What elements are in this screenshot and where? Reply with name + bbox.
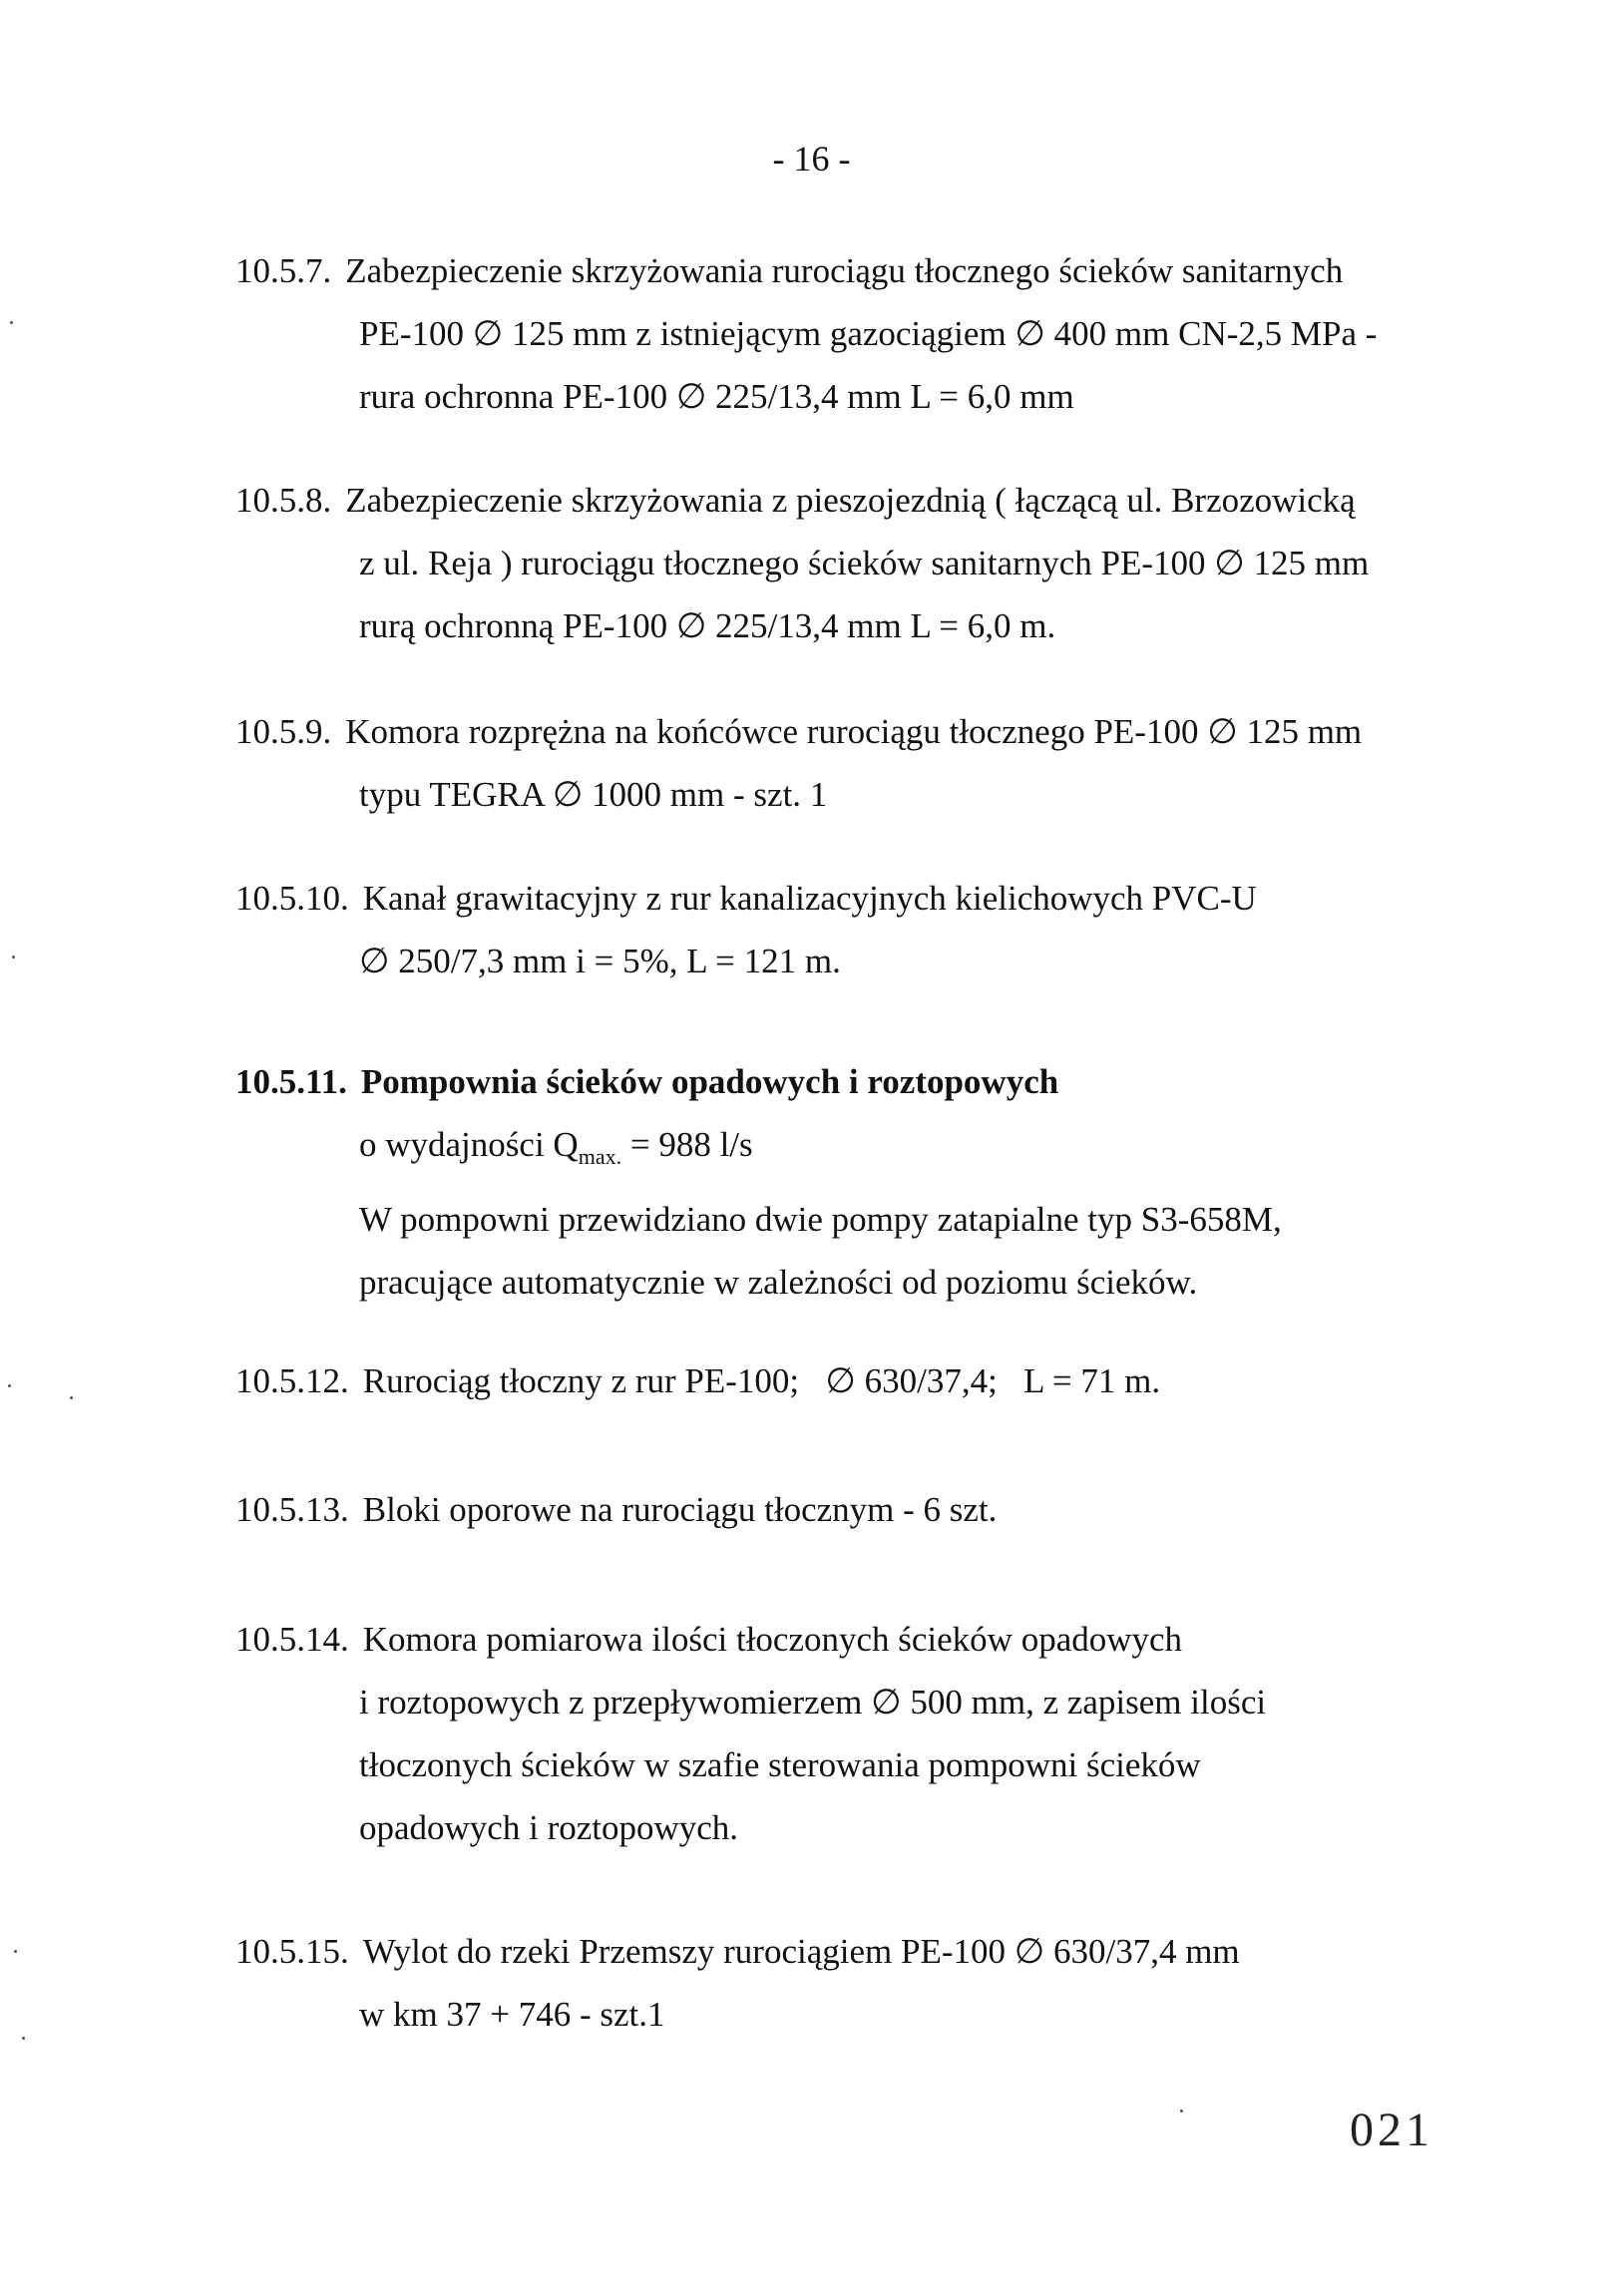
- section-text: Komora rozprężna na końcówce rurociągu tłocznego PE-100 ∅ 125 mm: [345, 712, 1363, 751]
- section-text: Bloki oporowe na rurociągu tłocznym - 6 szt.: [362, 1490, 998, 1529]
- section-number: 10.5.11.: [235, 1062, 347, 1101]
- section-line: ∅ 250/7,3 mm i = 5%, L = 121 m.: [359, 942, 841, 980]
- section-title: Pompownia ścieków opadowych i roztopowych: [360, 1062, 1059, 1101]
- capacity-prefix: o wydajności Q: [359, 1125, 579, 1164]
- scan-artifact-dot: [10, 321, 13, 324]
- section-text: Zabezpieczenie skrzyżowania z pieszojezdnią ( łączącą ul. Brzozowicką: [345, 481, 1356, 520]
- section-10-5-12: [235, 1349, 1432, 1412]
- section-line: [235, 867, 1432, 930]
- section-10-5-11: [235, 1050, 1432, 1314]
- section-line: [235, 1920, 1432, 1983]
- section-10-5-9: [235, 700, 1432, 826]
- section-number: 10.5.8.: [235, 481, 332, 520]
- page-number: - 16 -: [772, 139, 851, 179]
- section-line: W pompowni przewidziano dwie pompy zatapialne typ S3-658M,: [359, 1200, 1282, 1239]
- section-heading: [235, 1050, 1432, 1113]
- section-line: [235, 700, 1432, 763]
- section-10-5-14: [235, 1608, 1432, 1859]
- section-line: [235, 239, 1432, 302]
- section-10-5-10: [235, 867, 1432, 992]
- section-10-5-7: [235, 239, 1432, 428]
- section-line: typu TEGRA ∅ 1000 mm - szt. 1: [359, 775, 828, 814]
- section-line: PE-100 ∅ 125 mm z istniejącym gazociągiem ∅ 400 mm CN-2,5 MPa -: [359, 314, 1378, 353]
- section-number: 10.5.13.: [235, 1490, 349, 1529]
- scan-artifact-dot: [22, 2037, 25, 2040]
- scan-artifact-dot: [1180, 2109, 1183, 2112]
- capacity-line: [235, 1113, 1432, 1188]
- section-10-5-8: [235, 469, 1432, 657]
- section-number: 10.5.14.: [235, 1620, 349, 1659]
- section-text: Rurociąg tłoczny z rur PE-100; ∅ 630/37,4; L = 71 m.: [362, 1361, 1161, 1400]
- section-number: 10.5.7.: [235, 251, 332, 290]
- section-line: [235, 1608, 1432, 1671]
- section-line: [235, 1349, 1432, 1412]
- scan-artifact-dot: [8, 1384, 11, 1387]
- section-line: rura ochronna PE-100 ∅ 225/13,4 mm L = 6,0 mm: [359, 377, 1074, 416]
- section-10-5-13: [235, 1478, 1432, 1541]
- section-number: 10.5.15.: [235, 1932, 349, 1971]
- scan-artifact-dot: [14, 1950, 17, 1953]
- section-text: Zabezpieczenie skrzyżowania rurociągu tłocznego ścieków sanitarnych: [345, 251, 1344, 290]
- section-line: w km 37 + 746 - szt.1: [359, 1995, 665, 2034]
- section-text: Wylot do rzeki Przemszy rurociągiem PE-100 ∅ 630/37,4 mm: [362, 1932, 1240, 1971]
- section-text: Komora pomiarowa ilości tłoczonych ścieków opadowych: [362, 1620, 1183, 1659]
- page-stamp: 021: [1350, 2104, 1433, 2156]
- section-number: 10.5.10.: [235, 879, 349, 918]
- capacity-subscript: max.: [578, 1144, 622, 1169]
- section-number: 10.5.12.: [235, 1361, 349, 1400]
- section-number: 10.5.9.: [235, 712, 332, 751]
- section-line: opadowych i roztopowych.: [359, 1808, 739, 1847]
- section-line: rurą ochronną PE-100 ∅ 225/13,4 mm L = 6,0 m.: [359, 606, 1056, 645]
- scan-artifact-dot: [12, 956, 15, 958]
- section-line: tłoczonych ścieków w szafie sterowania pompowni ścieków: [359, 1745, 1201, 1784]
- section-text: Kanał grawitacyjny z rur kanalizacyjnych kielichowych PVC-U: [362, 879, 1257, 918]
- section-line: [235, 469, 1432, 532]
- section-10-5-15: [235, 1920, 1432, 2046]
- section-line: i roztopowych z przepływomierzem ∅ 500 mm, z zapisem ilości: [359, 1683, 1267, 1722]
- scan-artifact-dot: [70, 1396, 73, 1399]
- section-line: z ul. Reja ) rurociągu tłocznego ścieków sanitarnych PE-100 ∅ 125 mm: [359, 544, 1370, 582]
- section-line: pracujące automatycznie w zależności od poziomu ścieków.: [359, 1263, 1198, 1302]
- section-line: [235, 1478, 1432, 1541]
- capacity-suffix: = 988 l/s: [621, 1125, 753, 1164]
